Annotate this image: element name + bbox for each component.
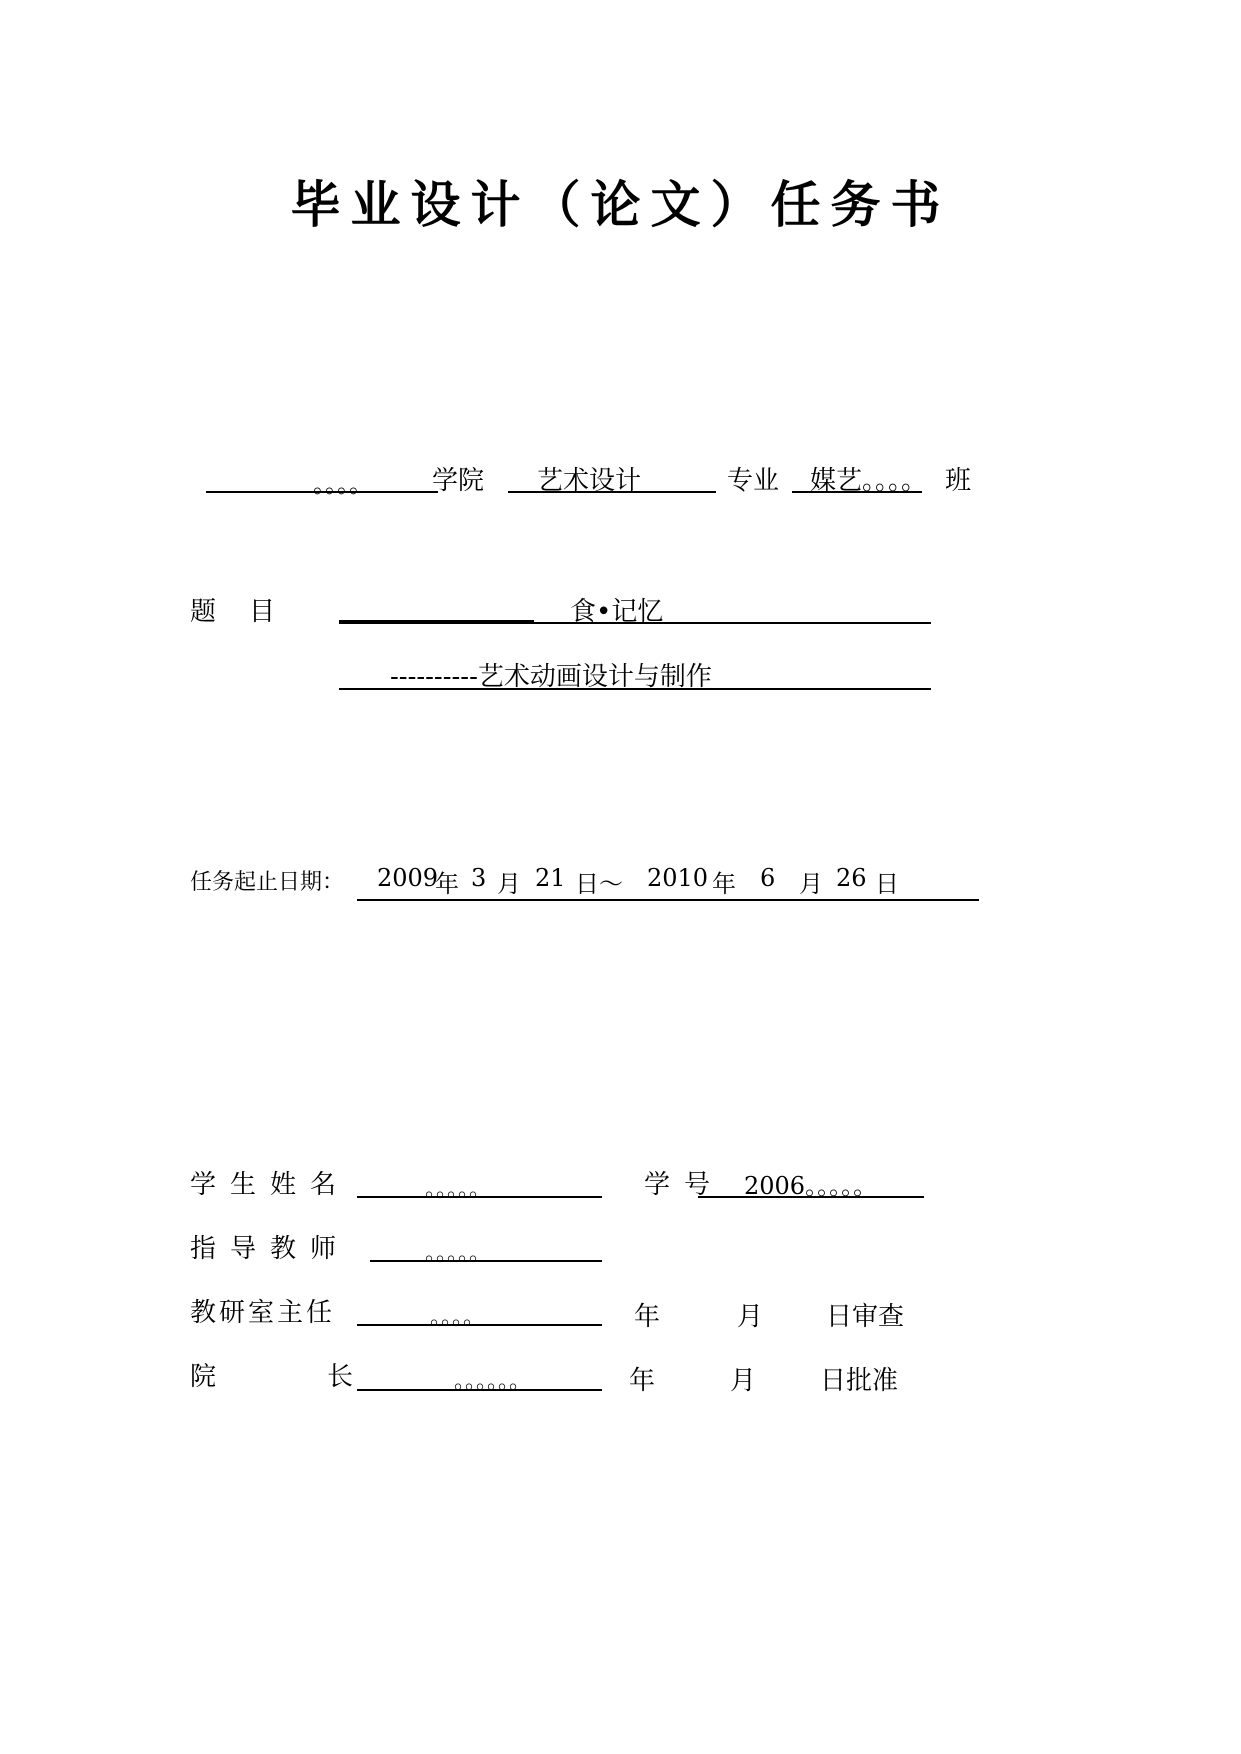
director-label: 教研室主任 [190,1298,336,1328]
director-value: 。。。。 [430,1305,486,1330]
director-day: 日审查 [826,1302,905,1332]
major-label: 专业 [727,466,780,496]
start-year-char: 年 [435,870,459,898]
dept-value: 艺术设计 [537,466,642,496]
end-day-char: 日 [875,870,899,898]
student-name-label: 学生姓名 [190,1170,351,1200]
start-month: 3 [471,864,487,892]
director-year: 年 [634,1302,661,1332]
major-value: 媒艺。。。。 [810,466,928,496]
topic-underline-1-bold [339,620,534,622]
dean-month: 月 [730,1366,757,1396]
start-day-char: 日～ [575,870,623,898]
advisor-value: 。。。。。 [425,1241,492,1266]
document-title: 毕业设计（论文）任务书 [290,176,951,234]
dean-label-part-1: 院 [190,1362,217,1392]
topic-line-1: 食•记忆 [570,597,664,627]
dates-underline [357,899,979,901]
student-name-value: 。。。。。 [425,1177,492,1202]
dean-day: 日批准 [820,1366,899,1396]
start-day: 21 [535,864,566,892]
advisor-label: 指导教师 [190,1234,351,1264]
student-id-label: 学号 [644,1170,725,1200]
end-month-char: 月 [799,870,823,898]
dean-value: 。。。。。。 [454,1369,532,1394]
end-year-char: 年 [712,870,736,898]
college-value: 。。。。 [313,470,373,498]
topic-label: 题 目 [190,597,276,627]
dates-label: 任务起止日期： [190,870,345,895]
student-id-value: 2006。。。。。 [744,1172,878,1200]
end-day: 26 [836,864,867,892]
topic-line-2: ----------艺术动画设计与制作 [390,662,712,692]
end-year: 2010 [647,864,709,892]
start-year: 2009 [377,864,439,892]
dean-year: 年 [629,1366,656,1396]
class-label: 班 [945,466,972,496]
dean-label-part-2: 长 [327,1362,354,1392]
end-month: 6 [760,864,776,892]
director-month: 月 [737,1302,764,1332]
start-month-char: 月 [497,870,521,898]
college-label: 学院 [432,466,485,496]
